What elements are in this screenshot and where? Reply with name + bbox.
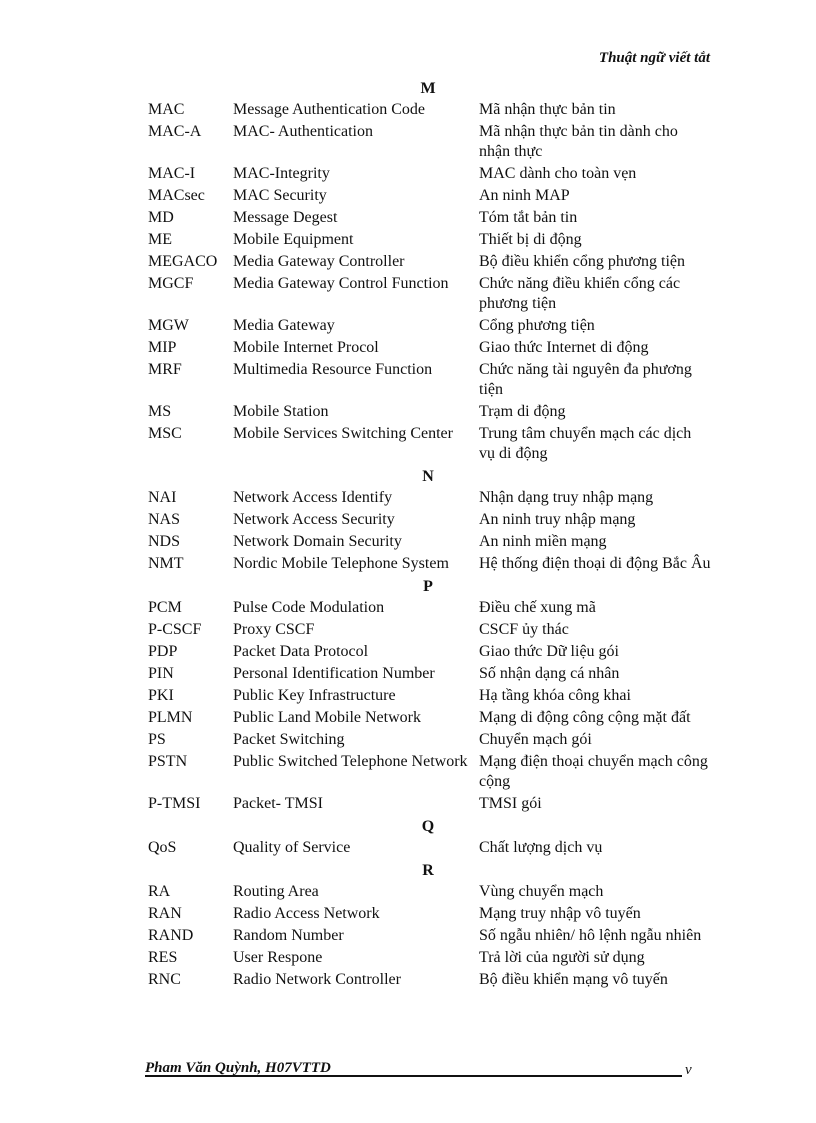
vietnamese-term: An ninh miền mạng [479,533,607,550]
english-term: Public Land Mobile Network [233,709,421,726]
english-term: Network Access Security [233,511,395,528]
english-term: Packet- TMSI [233,795,323,812]
english-term: Mobile Services Switching Center [233,425,453,442]
abbreviation: MEGACO [148,253,218,270]
abbreviation: NDS [148,533,181,550]
glossary-row [148,708,713,728]
abbreviation: PKI [148,687,174,704]
english-term: MAC Security [233,187,327,204]
vietnamese-term: Bộ điều khiển mạng vô tuyến [479,971,668,988]
english-term: Public Switched Telephone Network [233,753,468,770]
footer-author: Pham Văn Quỳnh, H07VTTD [145,1060,331,1076]
vietnamese-term: Trung tâm chuyển mạch các dịch vụ di động [479,425,692,462]
glossary-row [148,252,713,272]
vietnamese-term: Chất lượng dịch vụ [479,839,603,856]
english-term: Pulse Code Modulation [233,599,385,616]
footer-rule [145,1075,682,1077]
vietnamese-term: Hạ tầng khóa công khai [479,687,631,704]
vietnamese-term: Hệ thống điện thoại di động Bắc Âu [479,555,711,572]
glossary-row [148,664,713,684]
glossary-row [148,926,713,946]
glossary-row [148,752,713,792]
vietnamese-term: Mã nhận thực bản tin [479,101,616,118]
vietnamese-term: Nhận dạng truy nhập mạng [479,489,654,506]
vietnamese-term: Trả lời của người sử dụng [479,949,645,966]
english-term: Nordic Mobile Telephone System [233,555,449,572]
glossary-row [148,186,713,206]
english-term: Packet Switching [233,731,345,748]
glossary-row [148,532,713,552]
glossary-row [148,730,713,750]
abbreviation: RAN [148,905,182,922]
vietnamese-term: Mạng điện thoại chuyển mạch công cộng [479,753,708,790]
abbreviation: MAC-A [148,123,202,140]
vietnamese-term: Cổng phương tiện [479,317,595,334]
glossary-row [148,274,713,314]
glossary-row [148,970,713,990]
vietnamese-term: Chức năng điều khiển cổng các phương tiện [479,275,681,312]
english-term: Public Key Infrastructure [233,687,396,704]
vietnamese-term: Bộ điều khiển cổng phương tiện [479,253,685,270]
english-term: Personal Identification Number [233,665,435,682]
english-term: Packet Data Protocol [233,643,369,660]
vietnamese-term: Giao thức Dữ liệu gói [479,643,619,660]
glossary-row [148,838,713,858]
abbreviation: MAC-I [148,165,196,182]
section-letter-n: N [422,468,434,485]
abbreviation: P-CSCF [148,621,202,638]
vietnamese-term: Tóm tắt bản tin [479,209,578,226]
glossary-row [148,488,713,508]
glossary-row [148,122,713,162]
english-term: Radio Network Controller [233,971,401,988]
abbreviation: RES [148,949,178,966]
english-term: Mobile Internet Procol [233,339,379,356]
glossary-row [148,316,713,336]
abbreviation: PDP [148,643,178,660]
abbreviation: QoS [148,839,177,856]
vietnamese-term: Giao thức Internet di động [479,339,649,356]
glossary-row [148,164,713,184]
english-term: Network Domain Security [233,533,402,550]
glossary-row [148,686,713,706]
english-term: Media Gateway Control Function [233,275,449,292]
glossary-row [148,882,713,902]
vietnamese-term: An ninh truy nhập mạng [479,511,636,528]
section-letter-q: Q [421,818,435,835]
vietnamese-term: Điều chế xung mã [479,599,596,616]
english-term: Network Access Identify [233,489,393,506]
english-term: Proxy CSCF [233,621,315,638]
english-term: Radio Access Network [233,905,380,922]
vietnamese-term: TMSI gói [479,795,542,812]
vietnamese-term: Trạm di động [479,403,566,420]
glossary-row [148,904,713,924]
english-term: MAC- Authentication [233,123,373,140]
vietnamese-term: An ninh MAP [479,187,570,204]
abbreviation: RNC [148,971,181,988]
glossary-row [148,230,713,250]
glossary-row [148,208,713,228]
vietnamese-term: Thiết bị di động [479,231,582,248]
english-term: Message Degest [233,209,338,226]
glossary-row [148,554,713,574]
abbreviation: MACsec [148,187,205,204]
section-letter-m: M [420,80,436,97]
section-letter-r: R [422,862,434,879]
vietnamese-term: Vùng chuyển mạch [479,883,604,900]
english-term: MAC-Integrity [233,165,330,182]
running-header: Thuật ngữ viết tắt [598,50,710,66]
english-term: Quality of Service [233,839,351,856]
abbreviation: NAI [148,489,177,506]
abbreviation: PSTN [148,753,188,770]
abbreviation: MGCF [148,275,194,292]
abbreviation: PS [148,731,166,748]
abbreviation: PLMN [148,709,193,726]
vietnamese-term: Mạng truy nhập vô tuyến [479,905,641,922]
english-term: Mobile Station [233,403,329,420]
page-footer [145,1060,695,1078]
abbreviation: MAC [148,101,185,118]
abbreviation: MS [148,403,172,420]
glossary-row [148,794,713,814]
glossary-row [148,620,713,640]
english-term: Media Gateway [233,317,335,334]
abbreviation: P-TMSI [148,795,201,812]
abbreviation: PIN [148,665,174,682]
vietnamese-term: Chuyển mạch gói [479,731,592,748]
abbreviation: MGW [148,317,189,334]
glossary-table [148,78,713,992]
abbreviation: MRF [148,361,182,378]
glossary-row [148,338,713,358]
vietnamese-term: Số nhận dạng cá nhân [479,665,620,682]
english-term: User Respone [233,949,323,966]
glossary-row [148,360,713,400]
english-term: Media Gateway Controller [233,253,405,270]
abbreviation: MIP [148,339,177,356]
english-term: Random Number [233,927,344,944]
vietnamese-term: Mã nhận thực bản tin dành cho nhận thực [479,123,678,160]
page-number: v [685,1062,692,1078]
glossary-row [148,100,713,120]
vietnamese-term: MAC dành cho toàn vẹn [479,165,637,182]
glossary-row [148,642,713,662]
glossary-row [148,424,713,464]
abbreviation: MD [148,209,174,226]
abbreviation: MSC [148,425,182,442]
vietnamese-term: Số ngẫu nhiên/ hô lệnh ngẫu nhiên [479,927,702,944]
english-term: Message Authentication Code [233,101,425,118]
abbreviation: NMT [148,555,184,572]
vietnamese-term: CSCF ủy thác [479,621,569,638]
glossary-row [148,948,713,968]
english-term: Multimedia Resource Function [233,361,433,378]
abbreviation: RAND [148,927,194,944]
glossary-row [148,402,713,422]
glossary-row [148,598,713,618]
english-term: Routing Area [233,883,319,900]
glossary-row [148,510,713,530]
abbreviation: RA [148,883,171,900]
abbreviation: ME [148,231,172,248]
section-letter-p: P [423,578,433,595]
abbreviation: NAS [148,511,181,528]
vietnamese-term: Chức năng tài nguyên đa phương tiện [479,361,692,398]
english-term: Mobile Equipment [233,231,354,248]
vietnamese-term: Mạng di động công cộng mặt đất [479,709,691,726]
abbreviation: PCM [148,599,182,616]
